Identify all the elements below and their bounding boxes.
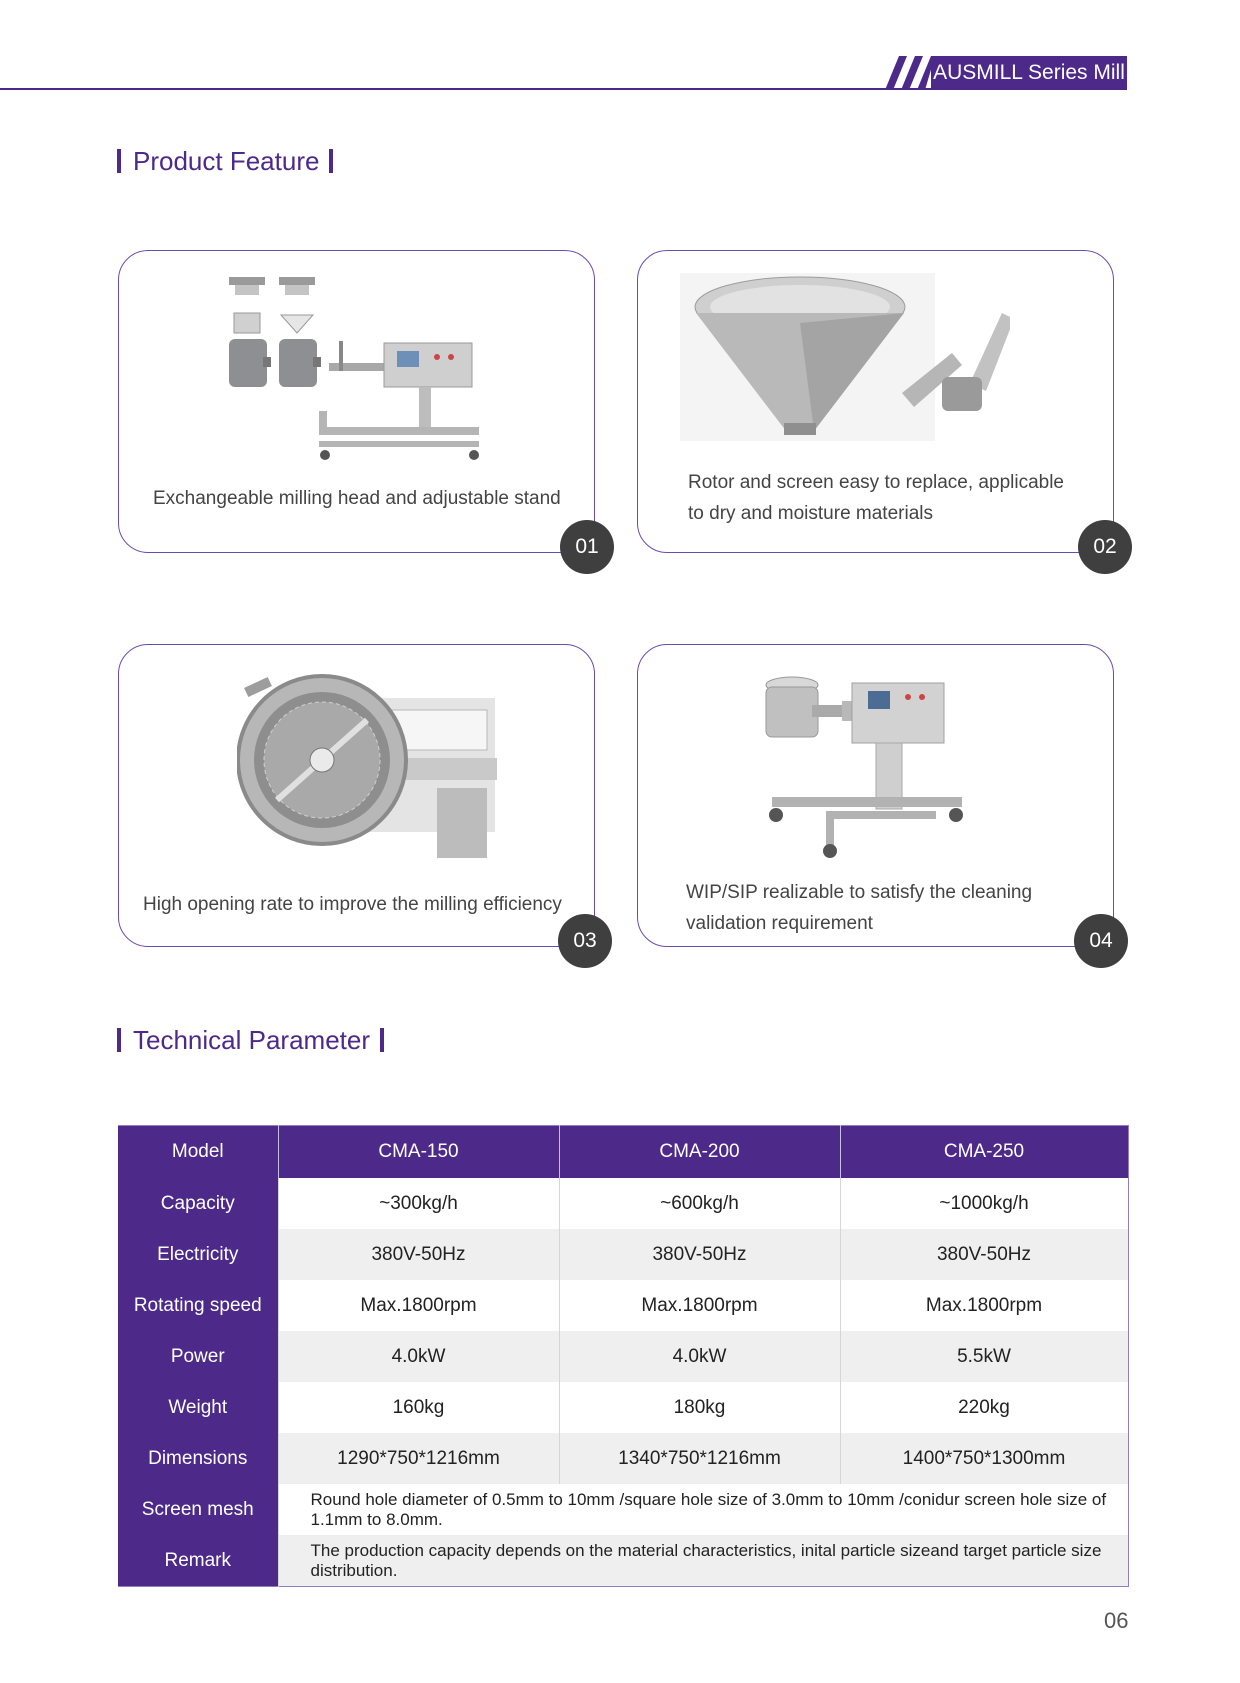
remark-note: The production capacity depends on the material characteristics, inital particle sizeand target particle size distribution. bbox=[278, 1535, 1128, 1587]
table-cell: Max.1800rpm bbox=[840, 1280, 1128, 1331]
feature-card-2 bbox=[637, 250, 1114, 553]
table-cell: 4.0kW bbox=[559, 1331, 840, 1382]
table-header-row bbox=[118, 1126, 1128, 1179]
table-row bbox=[118, 1382, 1128, 1433]
feature-caption-2-line1: Rotor and screen easy to replace, applicable bbox=[688, 472, 1065, 493]
feature-number-3: 03 bbox=[558, 914, 612, 968]
feature-caption-2-line2: to dry and moisture materials bbox=[688, 503, 933, 524]
column-header: CMA-150 bbox=[278, 1126, 559, 1179]
series-title: AUSMILL Series Mill bbox=[931, 56, 1127, 90]
product-feature-heading bbox=[117, 146, 333, 176]
table-cell: 1340*750*1216mm bbox=[559, 1433, 840, 1484]
feature-number-2: 02 bbox=[1078, 520, 1132, 574]
heading-bar-left bbox=[117, 149, 121, 173]
table-row bbox=[118, 1535, 1128, 1587]
table-row bbox=[118, 1331, 1128, 1382]
milling-head-stand-illustration bbox=[219, 271, 489, 461]
screen-mesh-note: Round hole diameter of 0.5mm to 10mm /square hole size of 3.0mm to 10mm /conidur screen hole size of 1.1mm to 8.0mm. bbox=[278, 1484, 1128, 1535]
table-cell: ~300kg/h bbox=[278, 1178, 559, 1229]
table-cell: 4.0kW bbox=[278, 1331, 559, 1382]
table-cell: 160kg bbox=[278, 1382, 559, 1433]
series-banner bbox=[873, 56, 1127, 90]
feature-caption-4-line2: validation requirement bbox=[686, 913, 873, 934]
row-label: Weight bbox=[118, 1382, 278, 1433]
table-cell: Max.1800rpm bbox=[278, 1280, 559, 1331]
technical-parameter-heading bbox=[117, 1025, 384, 1055]
table-cell: 180kg bbox=[559, 1382, 840, 1433]
rotor-chamber-illustration bbox=[237, 670, 497, 860]
row-label: Power bbox=[118, 1331, 278, 1382]
table-cell: 380V-50Hz bbox=[840, 1229, 1128, 1280]
row-label: Electricity bbox=[118, 1229, 278, 1280]
table-row bbox=[118, 1433, 1128, 1484]
table-cell: 380V-50Hz bbox=[278, 1229, 559, 1280]
slash-stripes-icon bbox=[873, 56, 933, 90]
row-label: Rotating speed bbox=[118, 1280, 278, 1331]
column-header-model: Model bbox=[118, 1126, 278, 1179]
product-feature-title: Product Feature bbox=[133, 146, 320, 176]
table-cell: 220kg bbox=[840, 1382, 1128, 1433]
technical-parameter-title: Technical Parameter bbox=[133, 1025, 370, 1055]
table-row bbox=[118, 1280, 1128, 1331]
table-cell: ~1000kg/h bbox=[840, 1178, 1128, 1229]
heading-bar-right bbox=[380, 1028, 384, 1052]
feature-card-4 bbox=[637, 644, 1114, 947]
table-cell: 1290*750*1216mm bbox=[278, 1433, 559, 1484]
feature-caption-4-line1: WIP/SIP realizable to satisfy the cleaning bbox=[686, 882, 1033, 903]
feature-card-3 bbox=[118, 644, 595, 947]
table-cell: ~600kg/h bbox=[559, 1178, 840, 1229]
rotor-screen-illustration bbox=[680, 273, 1010, 441]
table-cell: 1400*750*1300mm bbox=[840, 1433, 1128, 1484]
column-header: CMA-200 bbox=[559, 1126, 840, 1179]
feature-caption-3: High opening rate to improve the milling efficiency bbox=[143, 894, 562, 915]
row-label: Screen mesh bbox=[118, 1484, 278, 1535]
feature-number-1: 01 bbox=[560, 520, 614, 574]
table-row bbox=[118, 1484, 1128, 1535]
feature-caption-2 bbox=[688, 467, 1064, 529]
table-row bbox=[118, 1229, 1128, 1280]
table-cell: 380V-50Hz bbox=[559, 1229, 840, 1280]
table-cell: 5.5kW bbox=[840, 1331, 1128, 1382]
page-number: 06 bbox=[1104, 1608, 1129, 1633]
row-label: Remark bbox=[118, 1535, 278, 1587]
table-row bbox=[118, 1178, 1128, 1229]
table-cell: Max.1800rpm bbox=[559, 1280, 840, 1331]
feature-caption-4 bbox=[686, 877, 1032, 939]
row-label: Capacity bbox=[118, 1178, 278, 1229]
mill-on-stand-illustration bbox=[756, 675, 976, 860]
row-label: Dimensions bbox=[118, 1433, 278, 1484]
heading-bar-right bbox=[329, 149, 333, 173]
feature-number-4: 04 bbox=[1074, 914, 1128, 968]
column-header: CMA-250 bbox=[840, 1126, 1128, 1179]
technical-parameter-table bbox=[118, 1125, 1129, 1587]
feature-card-1 bbox=[118, 250, 595, 553]
feature-caption-1: Exchangeable milling head and adjustable stand bbox=[153, 488, 561, 509]
heading-bar-left bbox=[117, 1028, 121, 1052]
